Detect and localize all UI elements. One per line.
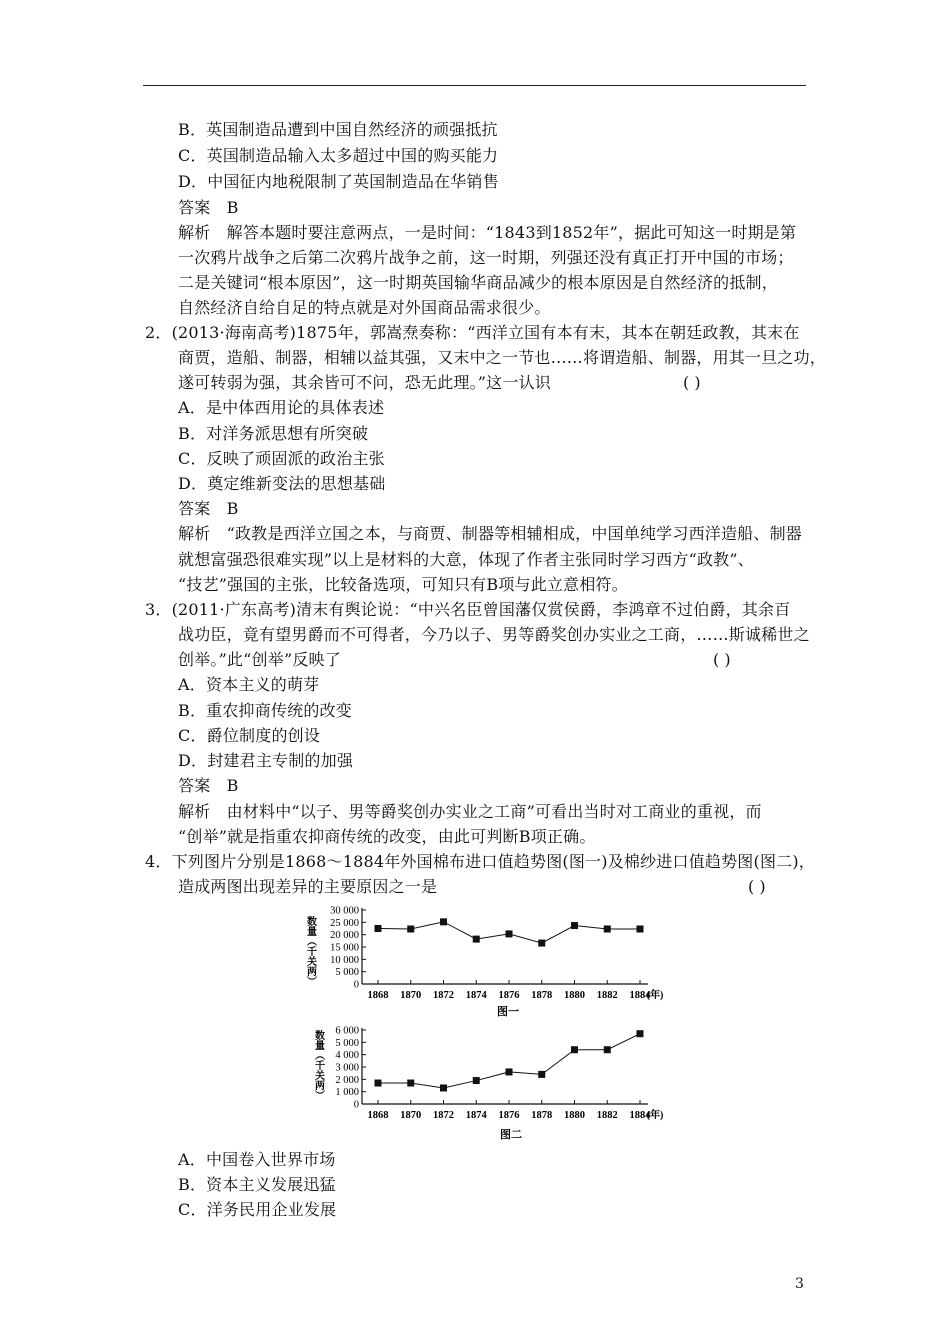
x-tick-label: 1868 (367, 1110, 389, 1121)
x-axis-unit: (年) (646, 1110, 664, 1121)
y-tick-label: 10 000 (330, 954, 359, 966)
data-point (473, 1077, 480, 1084)
x-tick-label: 1874 (465, 1110, 487, 1121)
y-tick-label: 5 000 (335, 1037, 359, 1049)
y-tick-label: 4 000 (335, 1050, 359, 1062)
y-tick-label: 15 000 (330, 942, 359, 954)
data-point (571, 922, 578, 929)
y-tick-label: 6 000 (335, 1025, 359, 1037)
page-number: 3 (795, 1276, 804, 1292)
chart-cloth-imports (300, 902, 680, 1020)
chart-yarn-imports (300, 1024, 680, 1144)
data-point (571, 1046, 578, 1053)
q2-stem-line: 商贾，造船、制器，相辅以益其强，又末中之一节也……将谓造船、制器，用其一旦之功， (178, 348, 827, 367)
data-point (604, 925, 611, 932)
prev-option-d: D．中国征内地税限制了英国制造品在华销售 (178, 172, 499, 191)
x-tick-label: 1872 (433, 990, 454, 1001)
q4-option-c: C．洋务民用企业发展 (178, 1200, 337, 1219)
data-point (440, 1084, 447, 1091)
q2-answer: 答案 B (178, 499, 239, 518)
prev-option-b: B．英国制造品遭到中国自然经济的顽强抵抗 (178, 120, 498, 139)
data-point (637, 1030, 644, 1037)
q2-analysis-line: 就想富强恐很难实现”以上是材料的大意，体现了作者主张同时学习西方“政教”、 (178, 550, 754, 569)
data-point (375, 925, 382, 932)
y-tick-label: 0 (353, 1099, 359, 1111)
y-axis-title: 数量（千关两） (304, 916, 316, 986)
q4-stem-line: 4．下列图片分别是1868～1884年外国棉布进口值趋势图(图一)及棉纱进口值趋势图(图二)， (145, 852, 815, 871)
q2-stem-line: 2．(2013·海南高考)1875年，郭嵩焘奏称：“西洋立国有本有末，其本在朝廷政教，其末在 (145, 323, 800, 342)
q3-stem-line: 创举。”此“创举”反映了 (178, 650, 341, 669)
data-point (506, 930, 513, 937)
data-point (473, 936, 480, 943)
y-axis-title: 数量（千关两） (312, 1030, 324, 1100)
y-tick-label: 0 (353, 979, 359, 991)
data-point (440, 918, 447, 925)
x-tick-label: 1878 (531, 1110, 553, 1121)
q2-analysis-line: 解析 “政教是西洋立国之本，与商贾、制器等相辅相成，中国单纯学习西洋造船、制器 (178, 524, 802, 543)
data-point (637, 925, 644, 932)
data-point (538, 940, 545, 947)
x-tick-label: 1884 (629, 1110, 651, 1121)
x-tick-label: 1878 (531, 990, 553, 1001)
x-tick-label: 1876 (498, 1110, 520, 1121)
q3-option-b: B．重农抑商传统的改变 (178, 701, 352, 720)
prev-answer: 答案 B (178, 198, 239, 217)
prev-analysis-line: 自然经济自给自足的特点就是对外国商品需求很少。 (178, 298, 551, 317)
q2-answer-blank: ( ) (683, 373, 701, 392)
x-tick-label: 1876 (498, 990, 520, 1001)
chart-title: 图一 (497, 1006, 519, 1018)
x-tick-label: 1882 (596, 990, 618, 1001)
prev-analysis-line: 解析 解答本题时要注意两点，一是时间：“1843到1852年”，据此可知这一时期是第 (178, 223, 797, 242)
data-point (538, 1071, 545, 1078)
q4-option-a: A．中国卷入世界市场 (178, 1150, 336, 1169)
y-tick-label: 2 000 (335, 1074, 359, 1086)
q3-answer: 答案 B (178, 776, 239, 795)
q2-option-a: A．是中体西用论的具体表述 (178, 398, 385, 417)
q4-answer-blank: ( ) (748, 877, 766, 896)
q2-analysis-line: “技艺”强国的主张，比较备选项，可知只有B项与此立意相符。 (178, 575, 628, 594)
x-tick-label: 1880 (564, 990, 585, 1001)
data-point (604, 1046, 611, 1053)
y-axis-label (305, 915, 317, 986)
x-tick-label: 1874 (465, 990, 487, 1001)
header-rule (143, 85, 806, 86)
x-axis-unit: (年) (646, 990, 664, 1001)
x-tick-label: 1882 (596, 1110, 618, 1121)
q3-option-c: C．爵位制度的创设 (178, 726, 321, 745)
q2-option-b: B．对洋务派思想有所突破 (178, 424, 369, 443)
q2-option-c: C．反映了顽固派的政治主张 (178, 449, 385, 468)
data-point (407, 925, 414, 932)
y-tick-label: 1 000 (335, 1087, 359, 1099)
y-tick-label: 25 000 (330, 917, 359, 929)
data-point (506, 1068, 513, 1075)
q3-answer-blank: ( ) (713, 650, 731, 669)
y-tick-label: 30 000 (330, 905, 359, 917)
x-tick-label: 1872 (433, 1110, 454, 1121)
prev-option-c: C．英国制造品输入太多超过中国的购买能力 (178, 146, 499, 165)
x-tick-label: 1868 (367, 990, 389, 1001)
y-tick-label: 20 000 (330, 930, 359, 942)
y-axis-label (313, 1029, 325, 1100)
q2-option-d: D．奠定维新变法的思想基础 (178, 474, 386, 493)
q3-stem-line: 战功臣，竟有望男爵而不可得者，今乃以子、男等爵奖创办实业之工商，……斯诚稀世之 (178, 625, 810, 644)
series-line (378, 1034, 640, 1088)
q3-analysis-line: “创举”就是指重农抑商传统的改变，由此可判断B项正确。 (178, 827, 596, 846)
y-tick-label: 5 000 (335, 967, 359, 979)
q3-analysis-line: 解析 由材料中“以子、男等爵奖创办实业之工商”可看出当时对工商业的重视，而 (178, 802, 762, 821)
q2-stem-line: 遂可转弱为强，其余皆可不问，恐无此理。”这一认识 (178, 373, 551, 392)
q4-option-b: B．资本主义发展迅猛 (178, 1175, 336, 1194)
x-tick-label: 1870 (400, 990, 422, 1001)
q3-option-a: A．资本主义的萌芽 (178, 675, 320, 694)
q3-stem-line: 3．(2011·广东高考)清末有舆论说：“中兴名臣曾国藩仅赏侯爵，李鸿章不过伯爵，其余百 (145, 600, 791, 619)
x-tick-label: 1884 (629, 990, 651, 1001)
prev-analysis-line: 一次鸦片战争之后第二次鸦片战争之前，这一时期，列强还没有真正打开中国的市场； (178, 248, 794, 267)
chart-title: 图二 (500, 1129, 522, 1141)
data-point (407, 1080, 414, 1087)
q4-stem-line: 造成两图出现差异的主要原因之一是 (178, 877, 438, 896)
x-tick-label: 1880 (564, 1110, 585, 1121)
x-tick-label: 1870 (400, 1110, 422, 1121)
data-point (375, 1080, 382, 1087)
y-tick-label: 3 000 (335, 1062, 359, 1074)
prev-analysis-line: 二是关键词“根本原因”，这一时期英国输华商品减少的根本原因是自然经济的抵制， (178, 273, 778, 292)
q3-option-d: D．封建君主专制的加强 (178, 751, 354, 770)
